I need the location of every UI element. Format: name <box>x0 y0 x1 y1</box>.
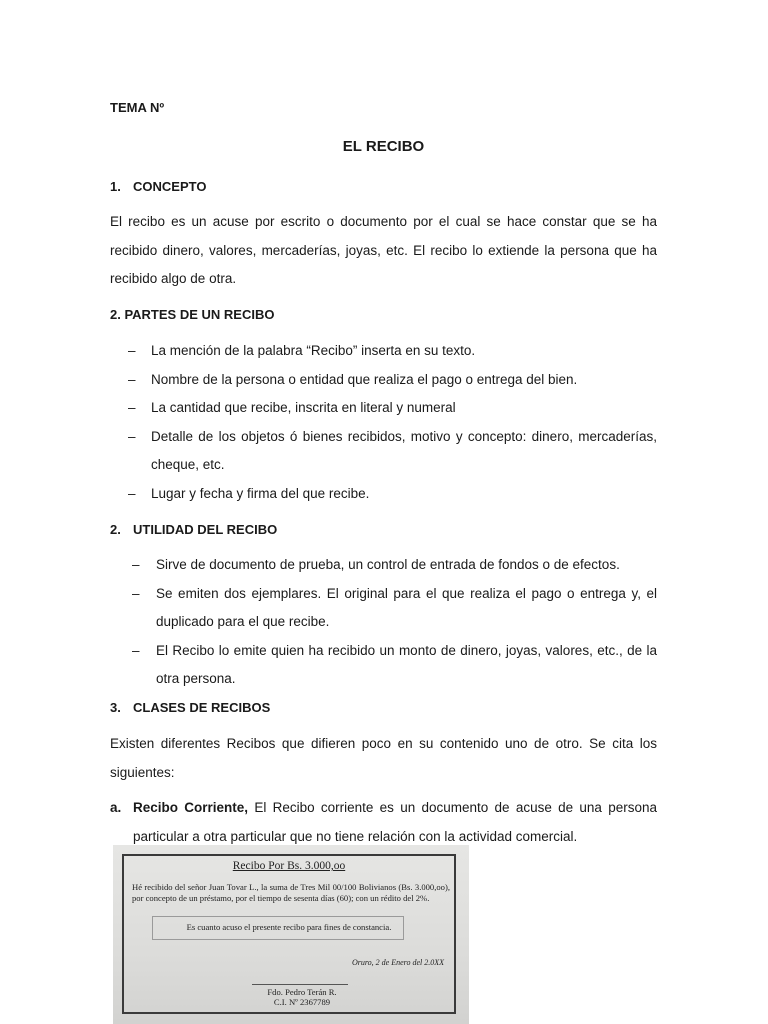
section-heading-clases <box>110 700 270 715</box>
signer-name: Fdo. Pedro Terán R. <box>267 987 337 997</box>
section-title: CONCEPTO <box>133 179 207 194</box>
list-item: – Sirve de documento de prueba, un control de entrada de fondos o de efectos. <box>132 551 657 580</box>
section-number: 1. <box>110 179 121 194</box>
section-heading-utilidad <box>110 522 277 537</box>
utilidad-list <box>132 551 657 694</box>
tema-label: TEMA Nº <box>110 100 165 115</box>
section-number: 2. <box>110 522 121 537</box>
receipt-signature <box>232 987 372 1007</box>
item-term: Recibo Corriente, <box>133 800 249 815</box>
dash-bullet: – <box>128 428 136 444</box>
concepto-paragraph: El recibo es un acuse por escrito o documento por el cual se hace constar que se ha recibido dinero, valores, mercaderías, joyas, etc. El recibo lo extiende la persona que ha recibido algo de otra. <box>110 214 657 286</box>
signer-ci: C.I. Nº 2367789 <box>273 997 331 1007</box>
section-heading-partes: 2. PARTES DE UN RECIBO <box>110 307 275 322</box>
receipt-frame <box>122 854 456 1014</box>
recibo-corriente-item <box>110 794 657 851</box>
dash-bullet: – <box>128 371 136 387</box>
receipt-statement: Es cuanto acuso el presente recibo para fines de constancia. <box>186 922 392 932</box>
document-title: EL RECIBO <box>342 138 425 155</box>
signature-line <box>252 984 348 985</box>
section-number: 3. <box>110 700 121 715</box>
receipt-body: Hé recibido del señor Juan Tovar L., la suma de Tres Mil 00/100 Bolivianos (Bs. 3.000,oo), por concepto de un préstamo, por el tiempo de sesenta días (60); con un rédito del 2%. <box>132 882 450 903</box>
list-item: – El Recibo lo emite quien ha recibido un monto de dinero, joyas, valores, etc., de la otra persona. <box>132 637 657 694</box>
receipt-title: Recibo Por Bs. 3.000,oo <box>232 860 346 872</box>
list-item: – Detalle de los objetos ó bienes recibidos, motivo y concepto: dinero, mercaderías, cheque, etc. <box>128 423 657 480</box>
dash-bullet: – <box>128 400 136 415</box>
dash-bullet: – <box>128 485 136 501</box>
list-item: – Se emiten dos ejemplares. El original para el que realiza el pago o entrega y, el duplicado para el que recibe. <box>132 580 657 637</box>
item-description: El Recibo corriente es un documento de acuse de una persona particular a otra particular que no tiene relación con la actividad comercial. <box>133 800 657 844</box>
section-heading-concepto <box>110 179 206 194</box>
dash-bullet: – <box>132 557 140 572</box>
clases-paragraph: Existen diferentes Recibos que difieren poco en su contenido uno de otro. Se cita los siguientes: <box>110 736 657 780</box>
dash-bullet: – <box>128 343 136 358</box>
list-item: – La cantidad que recibe, inscrita en literal y numeral <box>128 394 657 423</box>
receipt-example-image <box>113 845 469 1024</box>
partes-list <box>128 337 657 508</box>
section-title: UTILIDAD DEL RECIBO <box>133 522 278 537</box>
section-title: CLASES DE RECIBOS <box>133 700 271 715</box>
item-marker: a. <box>110 800 122 815</box>
dash-bullet: – <box>132 585 140 601</box>
list-item: – Nombre de la persona o entidad que realiza el pago o entrega del bien. <box>128 366 657 395</box>
list-item: – La mención de la palabra “Recibo” inserta en su texto. <box>128 337 657 366</box>
list-item: – Lugar y fecha y firma del que recibe. <box>128 480 657 509</box>
dash-bullet: – <box>132 642 140 658</box>
receipt-place-date: Oruro, 2 de Enero del 2.0XX <box>351 958 444 967</box>
